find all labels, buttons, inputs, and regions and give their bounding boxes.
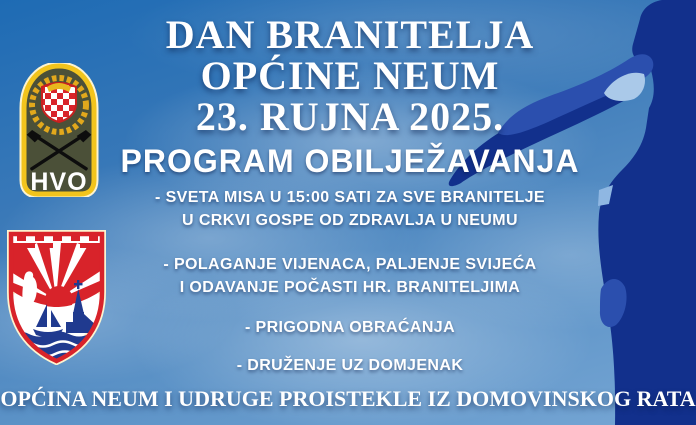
program-item-polaganje-vijenaca — [110, 253, 590, 299]
program-item-prigodna-obracanja — [110, 316, 590, 339]
program-item-line: - PRIGODNA OBRAĆANJA — [244, 319, 456, 336]
poster-title-line-2: OPĆINE NEUM — [200, 53, 500, 98]
program-item-druzenje — [110, 354, 590, 377]
program-item-line: U CRKVI GOSPE OD ZDRAVLJA U NEUMU — [182, 212, 518, 229]
poster-title-line-3: 23. RUJNA 2025. — [195, 94, 505, 139]
neum-coat-of-arms-icon — [7, 230, 106, 365]
program-item-line: - SVETA MISA U 15:00 SATI ZA SVE BRANITELJE — [155, 189, 545, 206]
program-item-sveta-misa — [110, 186, 590, 232]
hvo-badge-label: HVO — [30, 168, 88, 196]
program-item-line: I ODAVANJE POČASTI HR. BRANITELJIMA — [179, 279, 521, 296]
poster-title-line-1: DAN BRANITELJA — [165, 12, 535, 57]
footer-credit: OPĆINA NEUM I UDRUGE PROISTEKLE IZ DOMOVINSKOG RATA — [0, 386, 696, 411]
program-heading: PROGRAM OBILJEŽAVANJA — [120, 143, 580, 179]
program-item-line: - DRUŽENJE UZ DOMJENAK — [236, 357, 464, 374]
program-item-line: - POLAGANJE VIJENACA, PALJENJE SVIJEĆA — [163, 256, 537, 273]
poster-title — [110, 14, 590, 137]
